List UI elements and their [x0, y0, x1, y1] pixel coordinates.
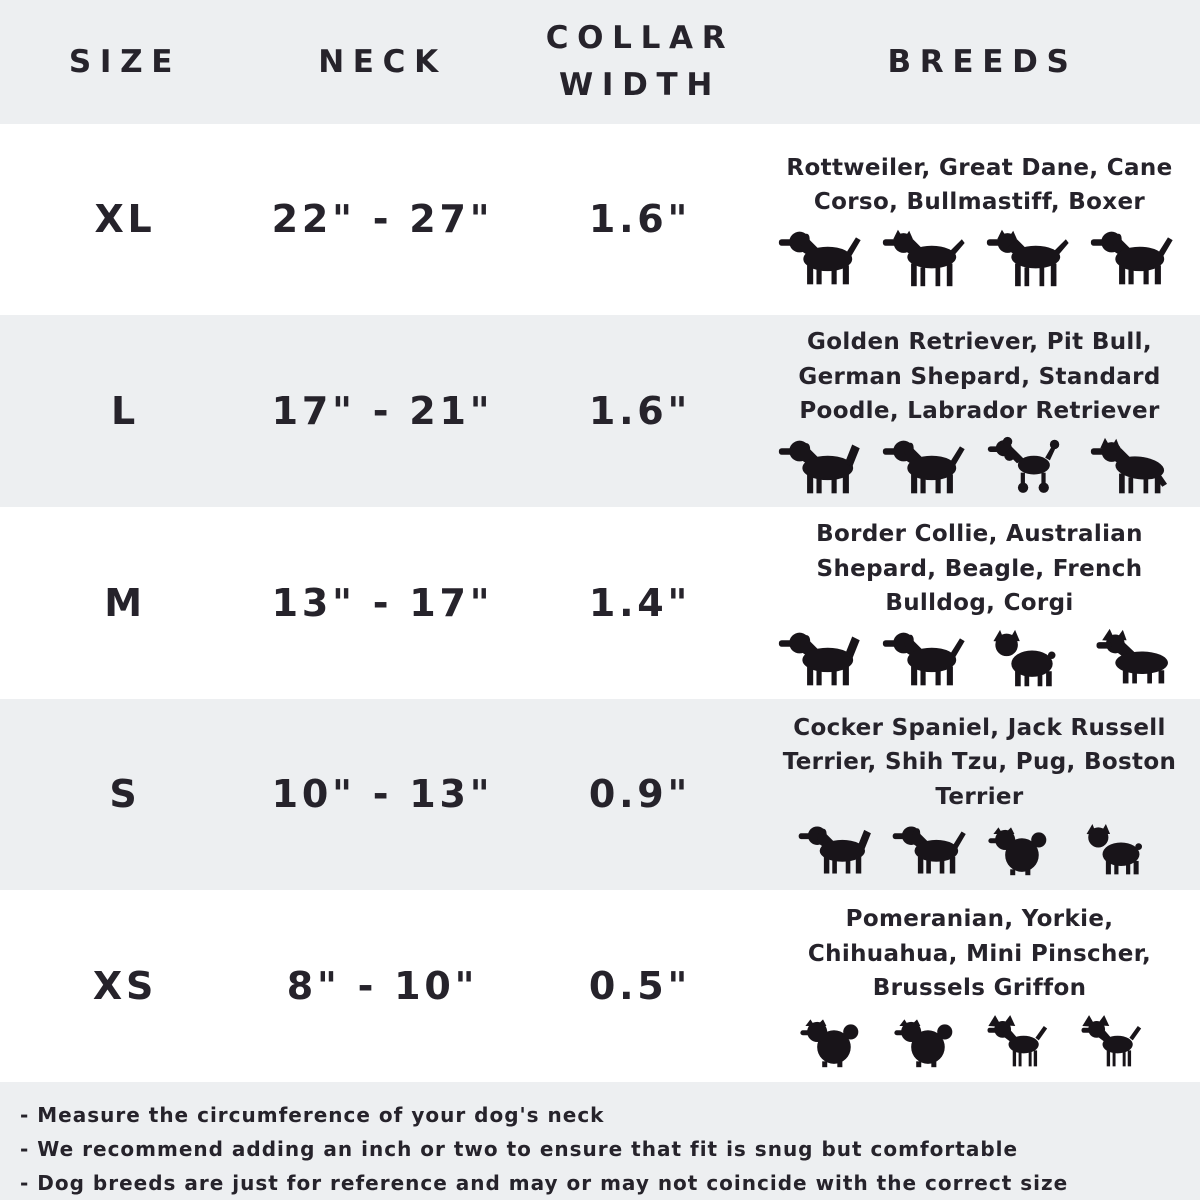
- neck-value: 17" - 21": [271, 389, 494, 434]
- note-reference: - Dog breeds are just for reference and may or may not coincide with the correct size: [20, 1171, 1069, 1196]
- size-value: XL: [94, 197, 156, 242]
- size-value: XS: [92, 964, 158, 1009]
- golden-retriever-icon: [777, 435, 871, 499]
- footer-notes: [0, 1082, 1200, 1200]
- table-header: [0, 0, 1200, 124]
- breeds-list: Cocker Spaniel, Jack Russell Terrier, Shih Tzu, Pug, Boston Terrier: [782, 714, 1177, 810]
- breeds-cell: [765, 890, 1200, 1082]
- bullmastiff-icon: [1089, 226, 1183, 290]
- shih-tzu-icon: [985, 820, 1069, 880]
- note-measure: - Measure the circumference of your dog's neck: [20, 1103, 605, 1128]
- breeds-cell: [765, 507, 1200, 699]
- german-shepherd-icon: [1089, 435, 1183, 499]
- table-row-l: [0, 315, 1200, 507]
- collar-width-value: 1.6": [588, 389, 692, 434]
- dog-silhouettes: [777, 226, 1183, 290]
- header-collar-width: COLLAR WIDTH: [545, 20, 735, 103]
- dog-silhouettes: [797, 1012, 1163, 1072]
- neck-value: 13" - 17": [271, 580, 494, 625]
- yorkie-icon: [891, 1012, 975, 1072]
- size-value: L: [110, 389, 139, 434]
- cane-corso-icon: [985, 226, 1079, 290]
- dog-silhouettes: [777, 627, 1183, 691]
- header-neck: NECK: [318, 43, 447, 80]
- cocker-spaniel-icon: [797, 820, 881, 880]
- neck-value: 10" - 13": [271, 772, 494, 817]
- header-breeds: BREEDS: [887, 43, 1078, 80]
- chihuahua-icon: [985, 1012, 1069, 1072]
- australian-shepherd-icon: [777, 627, 871, 691]
- size-value: S: [109, 772, 141, 817]
- table-row-m: [0, 507, 1200, 699]
- table-row-xl: [0, 124, 1200, 316]
- table-row-xs: [0, 890, 1200, 1082]
- collar-width-value: 0.9": [588, 772, 692, 817]
- mini-pinscher-icon: [1079, 1012, 1163, 1072]
- pomeranian-icon: [797, 1012, 881, 1072]
- dog-silhouettes: [777, 435, 1183, 499]
- corgi-icon: [1089, 627, 1183, 691]
- size-value: M: [104, 580, 146, 625]
- collar-width-value: 1.6": [588, 197, 692, 242]
- breeds-list: Border Collie, Australian Shepard, Beagle, French Bulldog, Corgi: [816, 521, 1143, 617]
- dog-silhouettes: [797, 820, 1163, 880]
- neck-value: 8" - 10": [286, 964, 479, 1009]
- collar-width-value: 1.4": [588, 580, 692, 625]
- rottweiler-icon: [777, 226, 871, 290]
- beagle-icon: [881, 627, 975, 691]
- breeds-cell: [765, 124, 1200, 316]
- jack-russell-terrier-icon: [891, 820, 975, 880]
- note-recommend: - We recommend adding an inch or two to ensure that fit is snug but comfortable: [20, 1137, 1019, 1162]
- pug-icon: [1079, 820, 1163, 880]
- table-row-s: [0, 699, 1200, 891]
- breeds-list: Pomeranian, Yorkie, Chihuahua, Mini Pinscher, Brussels Griffon: [807, 906, 1152, 1002]
- collar-width-value: 0.5": [588, 964, 692, 1009]
- french-bulldog-icon: [985, 627, 1079, 691]
- great-dane-icon: [881, 226, 975, 290]
- standard-poodle-icon: [985, 435, 1079, 499]
- neck-value: 22" - 27": [271, 197, 494, 242]
- header-size: SIZE: [68, 43, 182, 80]
- breeds-list: Golden Retriever, Pit Bull, German Shepard, Standard Poodle, Labrador Retriever: [798, 329, 1161, 425]
- breeds-cell: [765, 315, 1200, 507]
- breeds-cell: [765, 699, 1200, 891]
- breeds-list: Rottweiler, Great Dane, Cane Corso, Bullmastiff, Boxer: [786, 154, 1173, 216]
- labrador-retriever-icon: [881, 435, 975, 499]
